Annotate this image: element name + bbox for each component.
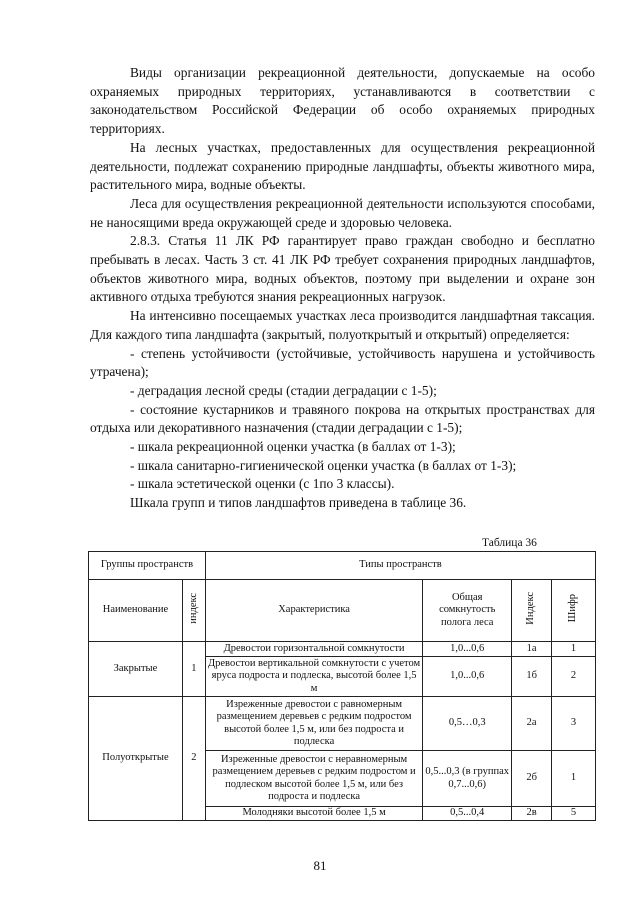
paragraph: 2.8.3. Статья 11 ЛК РФ гарантирует право граждан свободно и бесплатно пребывать в лесах. Часть 3 ст. 41 ЛК РФ требует сохранения природных ландшафтов, объектов животного мира, водных объектов, поэтому при выделении и охране зон активного отдыха требуются знания рекреационных нагрузок.	[90, 233, 595, 305]
list-item: - степень устойчивости (устойчивые, устойчивость нарушена и устойчивость утрачена);	[90, 345, 595, 380]
row-density: 0,5…0,3	[423, 697, 512, 751]
table-row	[89, 697, 596, 751]
row-characteristic: Древостои вертикальной сомкнутости с учетом яруса подроста и подлеска, высотой более 1,5 м	[205, 657, 422, 697]
row-characteristic: Молодняки высотой более 1,5 м	[205, 807, 422, 821]
header-index-cell	[182, 580, 205, 642]
header-index: индекс	[187, 592, 199, 624]
row-characteristic: Древостои горизонтальной сомкнутости	[205, 642, 422, 657]
paragraph: На интенсивно посещаемых участках леса производится ландшафтная таксация. Для каждого типа ландшафта (закрытый, полуоткрытый и открытый) определяется:	[90, 308, 595, 342]
row-index: 2в	[512, 807, 552, 821]
header-index2: Индекс	[525, 591, 537, 625]
header-code: Шифр	[567, 594, 579, 623]
group-index: 1	[182, 642, 205, 697]
list-item: - шкала эстетической оценки (с 1по 3 классы).	[130, 476, 395, 492]
header-name: Наименование	[89, 580, 183, 642]
list-item: - деградация лесной среды (стадии деградации с 1-5);	[130, 382, 437, 398]
row-index: 2а	[512, 697, 552, 751]
row-density: 0,5...0,3 (в группах 0,7...0,6)	[423, 751, 512, 807]
group-index: 2	[182, 697, 205, 821]
page-number: 81	[313, 858, 327, 873]
table-header-row	[89, 580, 596, 642]
paragraph: Леса для осуществления рекреационной деятельности используются способами, не наносящими вреда окружающей среде и здоровью человека.	[90, 195, 595, 230]
row-code: 1	[552, 642, 596, 657]
row-code: 5	[552, 807, 596, 821]
row-characteristic: Изреженные древостои с равномерным размещением деревьев с редким подростом высотой более 1,5 м, или без подроста и подлеска	[205, 697, 422, 751]
group-name: Закрытые	[89, 642, 183, 697]
table-header-row	[89, 552, 596, 580]
list-item: - состояние кустарников и травяного покрова на открытых пространствах для отдыха или декоративного назначения (стадии деградации с 1-5);	[90, 401, 595, 436]
row-code: 2	[552, 657, 596, 697]
group-name: Полуоткрытые	[89, 697, 183, 821]
body-text	[90, 64, 595, 513]
paragraph: На лесных участках, предоставленных для осуществления рекреационной деятельности, подлежат сохранению природные ландшафты, объекты животного мира, растительного мира, водные объекты.	[90, 139, 595, 193]
header-groups: Группы пространств	[89, 552, 206, 580]
landscape-table	[88, 551, 596, 821]
row-code: 3	[552, 697, 596, 751]
paragraph: Шкала групп и типов ландшафтов приведена в таблице 36.	[130, 495, 467, 511]
list-item: - шкала рекреационной оценки участка (в баллах от 1-3);	[130, 439, 456, 455]
header-code-cell	[552, 580, 596, 642]
row-density: 1,0...0,6	[423, 642, 512, 657]
table-caption: Таблица 36	[482, 537, 537, 549]
list-item: - шкала санитарно-гигиенической оценки участка (в баллах от 1-3);	[130, 457, 517, 473]
header-index2-cell	[512, 580, 552, 642]
table-row	[89, 642, 596, 657]
paragraph: Виды организации рекреационной деятельности, допускаемые на особо охраняемых природных территориях, устанавливаются в соответствии с законодательством Российской Федерации об особо охраняемых природных территориях.	[90, 65, 595, 137]
row-characteristic: Изреженные древостои с неравномерным размещением деревьев с редким подростом и подлеском высотой более 1,5 м, или без подроста и подлеска	[205, 751, 422, 807]
row-density: 0,5...0,4	[423, 807, 512, 821]
row-density: 1,0...0,6	[423, 657, 512, 697]
header-density: Общая сомкнутость полога леса	[423, 580, 512, 642]
row-code: 1	[552, 751, 596, 807]
row-index: 1б	[512, 657, 552, 697]
row-index: 2б	[512, 751, 552, 807]
header-characteristic: Характеристика	[205, 580, 422, 642]
row-index: 1а	[512, 642, 552, 657]
header-types: Типы пространств	[205, 552, 595, 580]
